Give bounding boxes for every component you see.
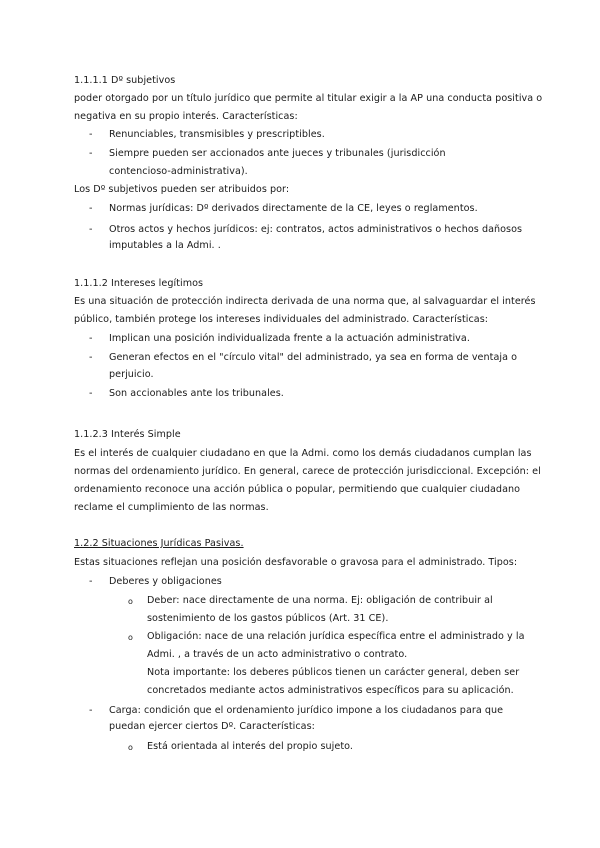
sub-bullet-text: sostenimiento de los gastos públicos (Art. 31 CE). bbox=[147, 613, 389, 624]
bullet-text: Normas jurídicas: Dº derivados directamente de la CE, leyes o reglamentos. bbox=[109, 203, 478, 214]
note-text: Nota importante: los deberes públicos tienen un carácter general, deben ser bbox=[147, 667, 520, 678]
bullet-circle: o bbox=[128, 633, 133, 642]
bullet-dash: - bbox=[89, 129, 93, 140]
paragraph-line: público, también protege los intereses individuales del administrado. Características: bbox=[74, 314, 489, 325]
sub-bullet-text: Admi. , a través de un acto administrativo o contrato. bbox=[147, 649, 408, 660]
paragraph-line: ordenamiento reconoce una acción pública o popular, permitiendo que cualquier ciudadano bbox=[74, 484, 521, 495]
bullet-dash: - bbox=[89, 705, 93, 716]
bullet-text: imputables a la Admi. . bbox=[109, 240, 221, 251]
bullet-text: Otros actos y hechos jurídicos: ej: contratos, actos administrativos o hechos dañosos bbox=[109, 224, 523, 235]
bullet-circle: o bbox=[128, 597, 133, 606]
paragraph-line: Es el interés de cualquier ciudadano en que la Admi. como los demás ciudadanos cumplan las bbox=[74, 448, 532, 459]
bullet-dash: - bbox=[89, 352, 93, 363]
bullet-text: Renunciables, transmisibles y prescriptibles. bbox=[109, 129, 325, 140]
paragraph-line: negativa en su propio interés. Características: bbox=[74, 111, 298, 122]
paragraph-line: Es una situación de protección indirecta derivada de una norma que, al salvaguardar el interés bbox=[74, 296, 536, 307]
bullet-text: Implican una posición individualizada frente a la actuación administrativa. bbox=[109, 333, 470, 344]
bullet-text: puedan ejercer ciertos Dº. Características: bbox=[109, 721, 315, 732]
sub-bullet-text: Está orientada al interés del propio sujeto. bbox=[147, 741, 353, 752]
section-heading: 1.2.2 Situaciones Jurídicas Pasivas. bbox=[74, 538, 244, 549]
sub-bullet-text: Obligación: nace de una relación jurídica específica entre el administrado y la bbox=[147, 631, 525, 642]
section-heading: 1.1.1.1 Dº subjetivos bbox=[74, 75, 176, 86]
section-heading: 1.1.1.2 Intereses legítimos bbox=[74, 278, 204, 289]
bullet-circle: o bbox=[128, 743, 133, 752]
bullet-text: Deberes y obligaciones bbox=[109, 576, 222, 587]
bullet-text: Generan efectos en el "círculo vital" del administrado, ya sea en forma de ventaja o bbox=[109, 352, 518, 363]
bullet-dash: - bbox=[89, 576, 93, 587]
bullet-text: contencioso-administrativa). bbox=[109, 166, 248, 177]
bullet-text: perjuicio. bbox=[109, 369, 154, 380]
paragraph-line: Los Dº subjetivos pueden ser atribuidos por: bbox=[74, 184, 290, 195]
bullet-dash: - bbox=[89, 333, 93, 344]
note-text: concretados mediante actos administrativos específicos para su aplicación. bbox=[147, 685, 514, 696]
bullet-text: Carga: condición que el ordenamiento jurídico impone a los ciudadanos para que bbox=[109, 705, 504, 716]
paragraph-line: Estas situaciones reflejan una posición desfavorable o gravosa para el administrado. Tipos: bbox=[74, 557, 518, 568]
section-heading: 1.1.2.3 Interés Simple bbox=[74, 429, 181, 440]
bullet-text: Siempre pueden ser accionados ante jueces y tribunales (jurisdicción bbox=[109, 148, 446, 159]
paragraph-line: reclame el cumplimiento de las normas. bbox=[74, 502, 269, 513]
sub-bullet-text: Deber: nace directamente de una norma. Ej: obligación de contribuir al bbox=[147, 595, 493, 606]
paragraph-line: normas del ordenamiento jurídico. En general, carece de protección jurisdiccional. Excepción: el bbox=[74, 466, 541, 477]
bullet-text: Son accionables ante los tribunales. bbox=[109, 388, 284, 399]
paragraph-line: poder otorgado por un título jurídico que permite al titular exigir a la AP una conducta positiva o bbox=[74, 93, 543, 104]
bullet-dash: - bbox=[89, 388, 93, 399]
bullet-dash: - bbox=[89, 203, 93, 214]
bullet-dash: - bbox=[89, 148, 93, 159]
bullet-dash: - bbox=[89, 224, 93, 235]
